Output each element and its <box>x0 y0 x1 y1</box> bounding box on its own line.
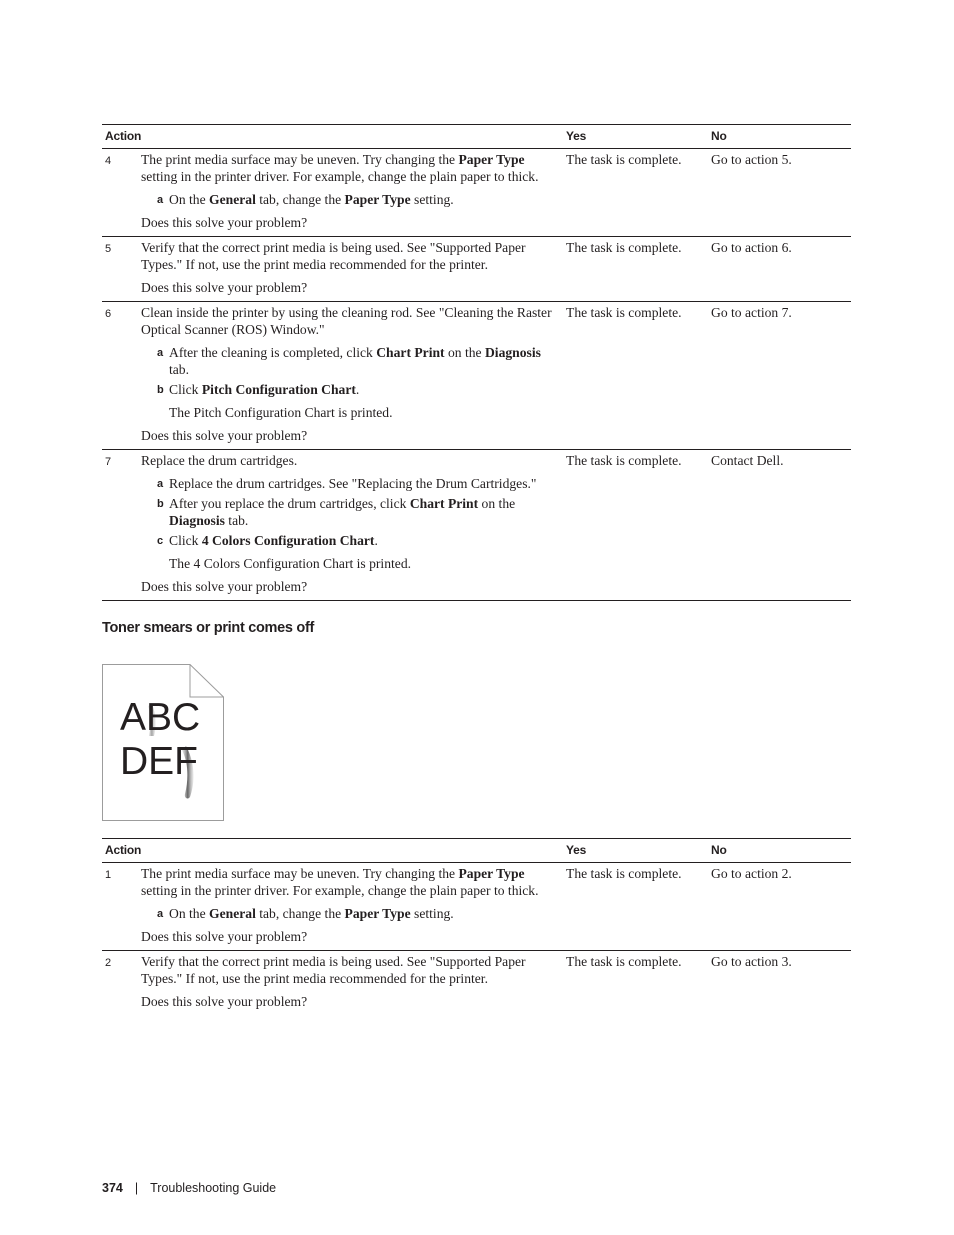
yes-cell: The task is complete. <box>566 954 682 969</box>
action-step <box>141 191 560 208</box>
text-run: Clean inside the printer by using the cleaning rod. See "Cleaning the Raster Optical Scanner (ROS) Window." <box>141 305 552 337</box>
text-run: on the <box>444 345 485 360</box>
step-text <box>169 345 541 377</box>
table-row <box>102 302 851 450</box>
action-cell <box>138 951 563 1016</box>
no-cell: Go to action 2. <box>708 863 851 951</box>
header-action: Action <box>102 839 563 863</box>
text-run: On the <box>169 192 210 207</box>
action-step <box>141 532 560 549</box>
step-text <box>169 382 359 397</box>
step-letter: a <box>157 908 164 920</box>
step-result: The 4 Colors Configuration Chart is printed. <box>169 556 412 571</box>
figure-text-line1: ABC <box>120 696 201 739</box>
text-run: on the <box>478 496 516 511</box>
header-yes: Yes <box>563 839 708 863</box>
toner-smear-figure <box>102 664 224 821</box>
table-row <box>102 863 851 951</box>
step-letter: a <box>157 194 164 206</box>
action-step <box>141 475 560 492</box>
action-number: 2 <box>105 957 112 969</box>
text-run: setting in the printer driver. For example, change the plain paper to thick. <box>141 169 539 184</box>
header-no: No <box>708 839 851 863</box>
step-letter: a <box>157 478 164 490</box>
text-run: The print media surface may be uneven. Try changing the <box>141 152 459 167</box>
yes-cell: The task is complete. <box>563 450 708 601</box>
ui-term: Diagnosis <box>484 345 541 360</box>
text-run: setting in the printer driver. For example, change the plain paper to thick. <box>141 883 539 898</box>
figure-text-line2: DEF <box>120 740 198 783</box>
text-run: Click <box>169 382 202 397</box>
text-run: tab. <box>224 513 249 528</box>
text-run: tab, change the <box>255 192 345 207</box>
text-run: Click <box>169 533 202 548</box>
text-run: tab. <box>169 362 190 377</box>
page-footer <box>102 1181 276 1195</box>
text-run: tab, change the <box>255 906 345 921</box>
action-step <box>141 344 560 378</box>
step-text <box>169 533 378 548</box>
text-run: After you replace the drum cartridges, click <box>169 496 410 511</box>
text-run: Replace the drum cartridges. <box>141 453 298 468</box>
header-no: No <box>708 125 851 149</box>
troubleshooting-table-2 <box>102 838 851 1015</box>
text-run: . <box>355 382 360 397</box>
action-step <box>141 381 560 398</box>
ui-term: Chart Print <box>409 496 479 511</box>
action-number: 7 <box>102 450 138 601</box>
table-row <box>102 450 851 601</box>
action-question: Does this solve your problem? <box>141 428 308 443</box>
action-question: Does this solve your problem? <box>141 280 308 295</box>
ui-term: Chart Print <box>376 345 445 360</box>
yes-cell: The task is complete. <box>563 149 708 237</box>
action-cell <box>138 237 563 302</box>
step-letter: b <box>157 384 164 396</box>
step-text <box>169 476 536 491</box>
ui-term: General <box>209 192 256 207</box>
action-number: 6 <box>102 302 138 450</box>
action-number: 5 <box>102 237 138 302</box>
ui-term: 4 Colors Configuration Chart <box>201 533 375 548</box>
action-number: 4 <box>102 149 138 237</box>
table-row <box>102 149 851 237</box>
yes-cell: The task is complete. <box>563 237 708 302</box>
footer-separator: | <box>134 1181 139 1195</box>
table-row <box>102 951 851 1016</box>
action-question: Does this solve your problem? <box>141 994 308 1009</box>
action-intro <box>141 865 560 899</box>
header-yes: Yes <box>563 125 708 149</box>
action-number: 1 <box>102 863 138 951</box>
ui-term: Paper Type <box>458 152 525 167</box>
step-text <box>169 192 454 207</box>
text-run: Verify that the correct print media is being used. See "Supported Paper Types." If not, use the print media recommended for the printer. <box>141 954 526 986</box>
step-text <box>169 496 515 528</box>
step-letter: a <box>157 347 164 359</box>
action-cell <box>138 450 563 601</box>
ui-term: General <box>209 906 256 921</box>
table-row <box>102 237 851 302</box>
no-cell: Go to action 5. <box>708 149 851 237</box>
step-result: The Pitch Configuration Chart is printed. <box>169 405 393 420</box>
no-cell: Go to action 6. <box>708 237 851 302</box>
action-question: Does this solve your problem? <box>141 929 308 944</box>
no-cell: Go to action 3. <box>711 954 792 969</box>
no-cell: Contact Dell. <box>708 450 851 601</box>
text-run: After the cleaning is completed, click <box>169 345 377 360</box>
action-intro <box>141 239 560 273</box>
action-intro <box>141 151 560 185</box>
yes-cell: The task is complete. <box>563 302 708 450</box>
ui-term: Paper Type <box>344 192 411 207</box>
action-intro <box>141 304 560 338</box>
page-number: 374 <box>102 1181 123 1195</box>
text-run: The print media surface may be uneven. Try changing the <box>141 866 459 881</box>
header-action: Action <box>102 125 563 149</box>
text-run: Verify that the correct print media is being used. See "Supported Paper Types." If not, use the print media recommended for the printer. <box>141 240 526 272</box>
footer-label: Troubleshooting Guide <box>150 1181 277 1195</box>
text-run: setting. <box>410 192 454 207</box>
step-letter: c <box>157 535 164 547</box>
action-intro <box>141 953 560 987</box>
text-run: On the <box>169 906 210 921</box>
action-intro <box>141 452 560 469</box>
ui-term: Paper Type <box>344 906 411 921</box>
text-run: setting. <box>410 906 454 921</box>
no-cell: Go to action 7. <box>708 302 851 450</box>
action-step <box>141 905 560 922</box>
table-header-row <box>102 839 851 863</box>
action-cell <box>138 302 563 450</box>
ui-term: Pitch Configuration Chart <box>201 382 356 397</box>
ui-term: Paper Type <box>458 866 525 881</box>
step-letter: b <box>157 498 164 510</box>
action-cell <box>138 863 563 951</box>
action-cell <box>138 149 563 237</box>
action-question: Does this solve your problem? <box>141 215 308 230</box>
text-run: . <box>374 533 378 548</box>
table-header-row <box>102 125 851 149</box>
yes-cell: The task is complete. <box>563 863 708 951</box>
step-text <box>169 906 454 921</box>
ui-term: Diagnosis <box>169 513 225 528</box>
text-run: Replace the drum cartridges. See "Replacing the Drum Cartridges." <box>169 476 537 491</box>
action-question: Does this solve your problem? <box>141 579 308 594</box>
troubleshooting-table-1 <box>102 124 851 601</box>
section-title: Toner smears or print comes off <box>102 620 315 636</box>
action-step <box>141 495 560 529</box>
